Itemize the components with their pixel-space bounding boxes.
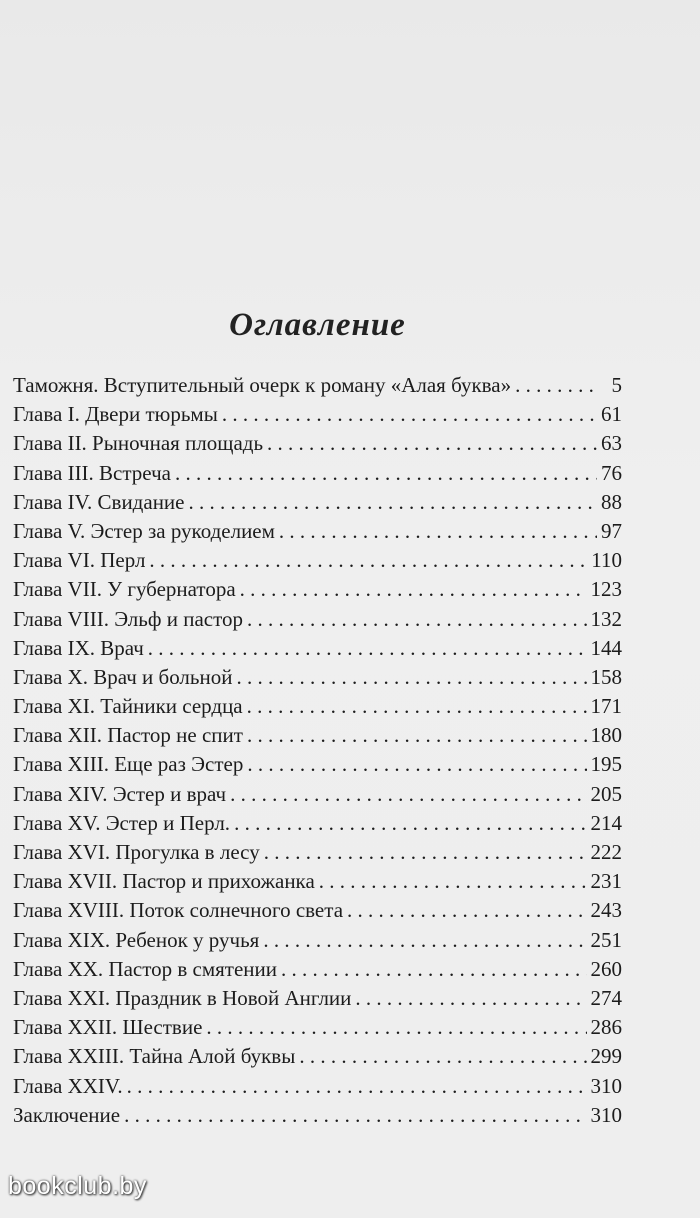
toc-entry-page: 243	[590, 898, 622, 923]
dot-leader	[319, 867, 587, 896]
toc-entry-label: Глава XX. Пастор в смятении	[13, 956, 278, 981]
dot-leader	[127, 1072, 587, 1101]
toc-entry	[13, 634, 622, 663]
dot-leader	[247, 721, 587, 750]
toc-entry-page: 180	[590, 723, 622, 748]
toc-entry	[13, 1072, 622, 1101]
toc-entry	[13, 575, 622, 604]
dot-leader	[234, 809, 586, 838]
toc-entry	[13, 721, 622, 750]
toc-entry	[13, 459, 622, 488]
toc-entry-page: 195	[590, 752, 622, 777]
toc-entry-page: 222	[590, 840, 622, 864]
toc-entry-page: 158	[590, 664, 622, 689]
dot-leader	[267, 429, 597, 458]
toc-entry-page: 310	[590, 1102, 622, 1127]
toc-entry	[13, 1042, 622, 1071]
toc-entry-label: Глава VIII. Эльф и пастор	[13, 606, 243, 631]
dot-leader	[148, 634, 587, 663]
toc-entry-page: 123	[590, 577, 622, 602]
toc-entry	[13, 750, 622, 779]
toc-entry-label: Глава XIII. Еще раз Эстер	[13, 752, 244, 777]
dot-leader	[263, 926, 586, 955]
dot-leader	[279, 517, 597, 546]
dot-leader	[247, 605, 587, 634]
dot-leader	[230, 780, 586, 809]
toc-entry-label: Глава XXII. Шествие	[13, 1015, 203, 1040]
toc-entry	[13, 517, 622, 546]
toc-entry	[13, 546, 622, 575]
dot-leader	[149, 546, 587, 575]
toc-entry-page: 286	[590, 1015, 622, 1040]
dot-leader	[347, 896, 586, 925]
toc-entry-page: 76	[601, 460, 622, 485]
toc-entry-page: 144	[590, 635, 622, 660]
dot-leader	[355, 984, 586, 1013]
toc-entry-page: 251	[590, 927, 622, 952]
toc-entry	[13, 780, 622, 809]
toc-entry-label: Глава XXIII. Тайна Алой буквы	[13, 1044, 296, 1069]
toc-entry-page: 110	[591, 548, 622, 573]
dot-leader	[240, 575, 587, 604]
toc-entry-page: 171	[590, 694, 622, 719]
dot-leader	[124, 1101, 586, 1130]
toc-entry-label: Глава XVI. Прогулка в лесу	[13, 840, 260, 864]
toc-entry-label: Глава IX. Врач	[13, 635, 144, 660]
toc-entry	[13, 809, 622, 838]
toc-entry-page: 231	[590, 869, 622, 894]
toc-entry-label: Глава II. Рыночная площадь	[13, 431, 264, 456]
toc-entry-page: 132	[590, 606, 622, 631]
toc-entry	[13, 1013, 622, 1042]
toc-entry-label: Глава XVIII. Поток солнечного света	[13, 898, 344, 923]
toc-entry-label: Глава XXI. Праздник в Новой Англии	[13, 985, 352, 1010]
toc-entry-label: Глава XV. Эстер и Перл.	[13, 810, 231, 835]
toc-entry-page: 310	[590, 1073, 622, 1098]
table-of-contents	[13, 371, 622, 1130]
dot-leader	[281, 955, 586, 984]
dot-leader	[247, 692, 587, 721]
toc-entry-page: 260	[590, 956, 622, 981]
toc-entry-page: 299	[590, 1044, 622, 1069]
toc-entry-label: Глава IV. Свидание	[13, 489, 185, 514]
dot-leader	[175, 459, 597, 488]
toc-entry-label: Глава XIX. Ребенок у ручья	[13, 927, 260, 952]
toc-entry-label: Глава X. Врач и больной	[13, 664, 233, 689]
toc-entry	[13, 838, 622, 867]
toc-entry	[13, 429, 622, 458]
toc-entry	[13, 371, 622, 400]
toc-entry	[13, 955, 622, 984]
watermark: bookclub.by	[8, 1172, 147, 1200]
toc-entry-page: 61	[601, 402, 622, 427]
toc-entry	[13, 488, 622, 517]
toc-entry-label: Глава V. Эстер за рукоделием	[13, 518, 275, 543]
toc-entry-page: 274	[590, 985, 622, 1010]
toc-entry	[13, 605, 622, 634]
toc-entry	[13, 400, 622, 429]
toc-entry-page: 63	[601, 431, 622, 456]
toc-entry-page: 205	[590, 781, 622, 806]
dot-leader	[247, 750, 586, 779]
toc-entry-label: Глава XXIV.	[13, 1073, 123, 1098]
toc-entry	[13, 926, 622, 955]
toc-entry	[13, 692, 622, 721]
dot-leader	[206, 1013, 586, 1042]
toc-entry	[13, 867, 622, 896]
dot-leader	[189, 488, 598, 517]
toc-entry-label: Глава XVII. Пастор и прихожанка	[13, 869, 315, 894]
toc-entry-label: Глава I. Двери тюрьмы	[13, 402, 218, 427]
page-title: Оглавление	[229, 307, 406, 343]
toc-entry-label: Глава VI. Перл	[13, 548, 146, 573]
toc-entry-page: 97	[601, 518, 622, 543]
toc-entry-label: Глава XI. Тайники сердца	[13, 694, 243, 719]
dot-leader	[236, 663, 586, 692]
toc-entry-page: 88	[601, 489, 622, 514]
toc-entry-label: Заключение	[13, 1102, 121, 1127]
dot-leader	[264, 838, 587, 867]
toc-entry	[13, 1101, 622, 1130]
toc-entry-label: Глава XII. Пастор не спит	[13, 723, 243, 748]
dot-leader	[515, 371, 598, 400]
toc-entry-label: Глава XIV. Эстер и врач	[13, 781, 227, 806]
toc-entry	[13, 896, 622, 925]
toc-entry-label: Глава III. Встреча	[13, 460, 171, 485]
toc-entry-page: 214	[590, 810, 622, 835]
toc-entry-label: Таможня. Вступительный очерк к роману «Алая буква»	[13, 373, 512, 397]
toc-entry	[13, 663, 622, 692]
toc-entry-page: 5	[611, 373, 622, 397]
toc-entry	[13, 984, 622, 1013]
dot-leader	[222, 400, 597, 429]
dot-leader	[299, 1042, 586, 1071]
toc-entry-label: Глава VII. У губернатора	[13, 577, 236, 602]
